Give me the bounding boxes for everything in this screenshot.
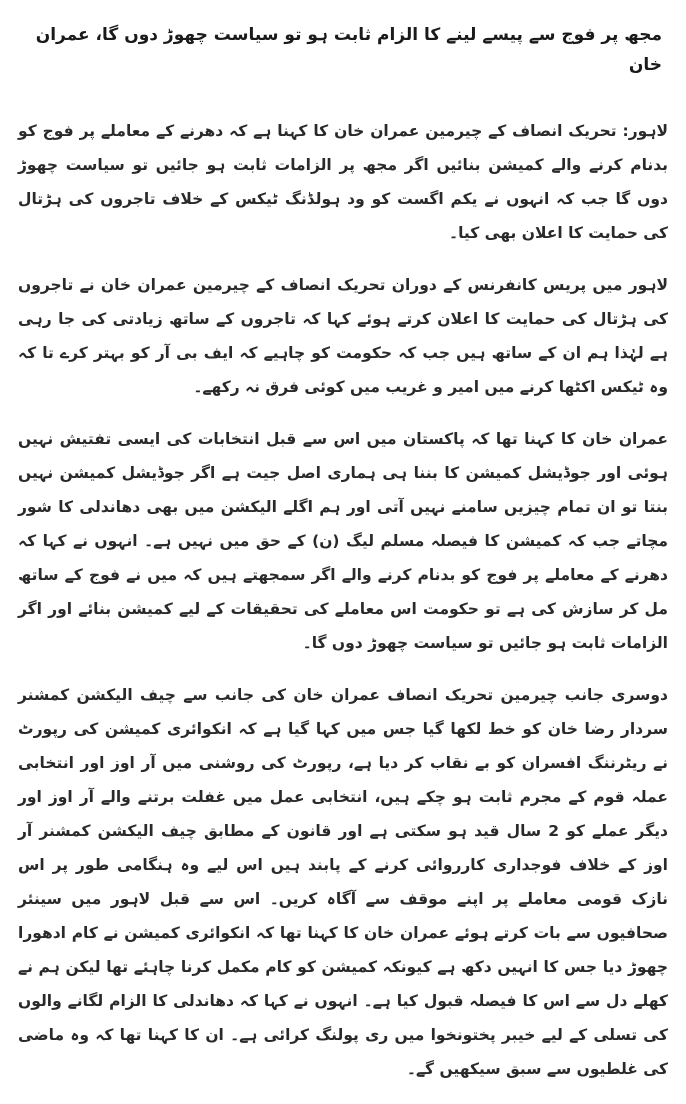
article-paragraph-3: عمران خان کا کہنا تھا کہ پاکستان میں اس سے قبل انتخابات کی ایسی تفتیش نہیں ہوئی اور جوڈیشل کمیشن کا بننا ہی ہماری اصل جیت ہے اگر جوڈیشل کمیشن نہیں بنتا تو ان تمام چیزیں سامنے نہیں آتی اور ہم اگلے الیکشن میں بھی دھاندلی کا شور مچاتے جب کہ کمیشن کا فیصلہ مسلم لیگ (ن) کے حق میں نہیں ہے۔ انہوں نے کہا کہ دھرنے کے معاملے پر فوج کو بدنام کرنے والے اگر سمجھتے ہیں کہ میں نے فوج کے ساتھ مل کر سازش کی ہے تو حکومت اس معاملے کی تحقیقات کے لیے کمیشن بنائے اور اگر الزامات ثابت ہو جائیں تو سیاست چھوڑ دوں گا۔ (18, 430, 668, 652)
article-paragraph-1: لاہور: تحریک انصاف کے چیرمین عمران خان کا کہنا ہے کہ دھرنے کے معاملے پر فوج کو بدنام کرنے والے کمیشن بنائیں اگر مجھ پر الزامات ثابت ہو جائیں تو سیاست چھوڑ دوں گا جب کہ انہوں نے یکم اگست کو ود ہولڈنگ ٹیکس کے خلاف تاجروں کی ہڑتال کی حمایت کا اعلان بھی کیا۔ (18, 122, 668, 242)
news-article (18, 20, 668, 1104)
article-paragraph-2: لاہور میں پریس کانفرنس کے دوران تحریک انصاف کے چیرمین عمران خان نے تاجروں کی ہڑتال کی حمایت کا اعلان کرتے ہوئے کہا کہ تاجروں کے ساتھ زیادتی کی جا رہی ہے لہٰذا ہم ان کے ساتھ ہیں جب کہ حکومت کو چاہیے کہ ایف بی آر کو بہتر کرے تا کہ وہ ٹیکس اکٹھا کرنے میں امیر و غریب میں کوئی فرق نہ رکھے۔ (18, 276, 668, 396)
article-headline: مجھ پر فوج سے پیسے لینے کا الزام ثابت ہو تو سیاست چھوڑ دوں گا، عمران خان (35, 25, 662, 75)
article-paragraph-4: دوسری جانب چیرمین تحریک انصاف عمران خان کی جانب سے چیف الیکشن کمشنر سردار رضا خان کو خط لکھا گیا جس میں کہا گیا ہے کہ انکوائری کمیشن کی رپورٹ نے ریٹرننگ افسران کو بے نقاب کر دیا ہے، رپورٹ کی روشنی میں آر اوز اور انتخابی عملہ قوم کے مجرم ثابت ہو چکے ہیں، انتخابی عمل میں غفلت برتنے والے آر اوز اور دیگر عملے کو 2 سال قید ہو سکتی ہے اور قانون کے مطابق چیف الیکشن کمشنر آر اوز کے خلاف فوجداری کارروائی کرنے کے پابند ہیں اس لیے وہ ہنگامی طور پر اس نازک قومی معاملے پر اپنے موقف سے آگاہ کریں۔ اس سے قبل لاہور میں سینئر صحافیوں سے بات کرتے ہوئے عمران خان کا کہنا تھا کہ انکوائری کمیشن نے کام ادھورا چھوڑ دیا جس کا انہیں دکھ ہے کیونکہ کمیشن کو کام مکمل کرنا چاہئے تھا لیکن ہم نے کھلے دل سے اس کا فیصلہ قبول کیا ہے۔ انہوں نے کہا کہ دھاندلی کا الزام لگانے والوں کی تسلی کے لیے خیبر پختونخوا میں ری پولنگ کرائی ہے۔ ان کا کہنا تھا کہ وہ ماضی کی غلطیوں سے سبق سیکھیں گے۔ (18, 686, 668, 1078)
